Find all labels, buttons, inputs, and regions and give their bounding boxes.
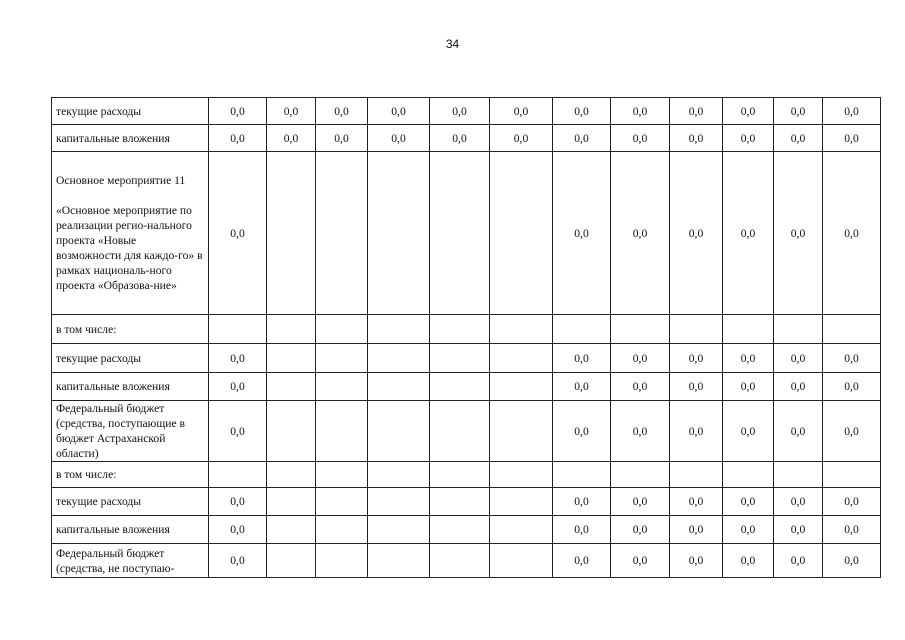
value-cell: 0,0 [823, 125, 881, 152]
value-cell: 0,0 [316, 98, 368, 125]
empty-cell [368, 315, 430, 344]
row-label: Федеральный бюджет (средства, не поступаю- [52, 544, 209, 578]
value-cell: 0,0 [209, 344, 267, 373]
empty-cell [430, 152, 490, 315]
empty-cell [316, 544, 368, 578]
value-cell: 0,0 [774, 373, 823, 401]
table-row [52, 544, 881, 578]
value-cell: 0,0 [774, 401, 823, 462]
empty-cell [316, 344, 368, 373]
value-cell: 0,0 [209, 544, 267, 578]
empty-cell [490, 152, 553, 315]
row-label: в том числе: [52, 315, 209, 344]
value-cell: 0,0 [209, 98, 267, 125]
row-label: в том числе: [52, 462, 209, 488]
table-row [52, 344, 881, 373]
empty-cell [267, 152, 316, 315]
empty-cell [430, 401, 490, 462]
empty-cell [611, 462, 670, 488]
empty-cell [490, 544, 553, 578]
value-cell: 0,0 [774, 488, 823, 516]
empty-cell [316, 373, 368, 401]
value-cell: 0,0 [368, 125, 430, 152]
row-label: текущие расходы [52, 98, 209, 125]
empty-cell [267, 516, 316, 544]
empty-cell [670, 315, 723, 344]
empty-cell [490, 488, 553, 516]
budget-table [51, 97, 881, 578]
value-cell: 0,0 [611, 401, 670, 462]
table-row [52, 373, 881, 401]
value-cell: 0,0 [209, 152, 267, 315]
value-cell: 0,0 [553, 401, 611, 462]
value-cell: 0,0 [611, 544, 670, 578]
row-label: текущие расходы [52, 344, 209, 373]
empty-cell [316, 315, 368, 344]
value-cell: 0,0 [553, 344, 611, 373]
value-cell: 0,0 [611, 344, 670, 373]
empty-cell [490, 373, 553, 401]
empty-cell [316, 516, 368, 544]
empty-cell [368, 373, 430, 401]
value-cell: 0,0 [670, 401, 723, 462]
value-cell: 0,0 [723, 544, 774, 578]
value-cell: 0,0 [670, 344, 723, 373]
empty-cell [490, 344, 553, 373]
table-row [52, 152, 881, 315]
empty-cell [723, 315, 774, 344]
empty-cell [316, 462, 368, 488]
empty-cell [553, 315, 611, 344]
empty-cell [430, 462, 490, 488]
value-cell: 0,0 [553, 544, 611, 578]
empty-cell [430, 516, 490, 544]
empty-cell [430, 544, 490, 578]
value-cell: 0,0 [723, 373, 774, 401]
value-cell: 0,0 [670, 544, 723, 578]
value-cell: 0,0 [823, 488, 881, 516]
empty-cell [368, 152, 430, 315]
empty-cell [316, 488, 368, 516]
value-cell: 0,0 [723, 125, 774, 152]
empty-cell [209, 462, 267, 488]
value-cell: 0,0 [774, 516, 823, 544]
value-cell: 0,0 [553, 488, 611, 516]
value-cell: 0,0 [670, 373, 723, 401]
value-cell: 0,0 [823, 544, 881, 578]
empty-cell [368, 401, 430, 462]
row-label [52, 152, 209, 315]
empty-cell [267, 488, 316, 516]
table-row [52, 462, 881, 488]
empty-cell [430, 344, 490, 373]
value-cell: 0,0 [611, 152, 670, 315]
empty-cell [368, 544, 430, 578]
empty-cell [774, 315, 823, 344]
empty-cell [316, 401, 368, 462]
empty-cell [430, 315, 490, 344]
empty-cell [723, 462, 774, 488]
value-cell: 0,0 [723, 401, 774, 462]
value-cell: 0,0 [209, 125, 267, 152]
value-cell: 0,0 [430, 98, 490, 125]
value-cell: 0,0 [267, 125, 316, 152]
value-cell: 0,0 [670, 152, 723, 315]
empty-cell [267, 315, 316, 344]
value-cell: 0,0 [553, 98, 611, 125]
empty-cell [368, 462, 430, 488]
value-cell: 0,0 [553, 516, 611, 544]
value-cell: 0,0 [670, 488, 723, 516]
value-cell: 0,0 [670, 98, 723, 125]
value-cell: 0,0 [209, 373, 267, 401]
empty-cell [267, 344, 316, 373]
value-cell: 0,0 [774, 125, 823, 152]
empty-cell [774, 462, 823, 488]
event-description: «Основное мероприятие по реализации регио-нального проекта «Новые возможности для каждо-го» в рамках националь-ного проекта «Образова-ние» [56, 204, 203, 292]
empty-cell [490, 462, 553, 488]
value-cell: 0,0 [670, 516, 723, 544]
value-cell: 0,0 [823, 516, 881, 544]
value-cell: 0,0 [723, 344, 774, 373]
value-cell: 0,0 [553, 125, 611, 152]
page-number: 34 [445, 37, 460, 51]
value-cell: 0,0 [723, 516, 774, 544]
value-cell: 0,0 [823, 98, 881, 125]
value-cell: 0,0 [823, 401, 881, 462]
value-cell: 0,0 [490, 98, 553, 125]
empty-cell [490, 401, 553, 462]
empty-cell [823, 462, 881, 488]
value-cell: 0,0 [611, 488, 670, 516]
event-title: Основное мероприятие 11 [56, 174, 186, 187]
table-row [52, 401, 881, 462]
value-cell: 0,0 [723, 152, 774, 315]
empty-cell [430, 373, 490, 401]
value-cell: 0,0 [611, 516, 670, 544]
value-cell: 0,0 [774, 544, 823, 578]
value-cell: 0,0 [723, 98, 774, 125]
row-label: капитальные вложения [52, 516, 209, 544]
value-cell: 0,0 [611, 125, 670, 152]
value-cell: 0,0 [823, 152, 881, 315]
empty-cell [316, 152, 368, 315]
value-cell: 0,0 [267, 98, 316, 125]
row-label: капитальные вложения [52, 373, 209, 401]
value-cell: 0,0 [553, 373, 611, 401]
empty-cell [267, 544, 316, 578]
value-cell: 0,0 [823, 344, 881, 373]
empty-cell [267, 373, 316, 401]
empty-cell [368, 344, 430, 373]
empty-cell [670, 462, 723, 488]
value-cell: 0,0 [316, 125, 368, 152]
row-label: капитальные вложения [52, 125, 209, 152]
table-row [52, 516, 881, 544]
empty-cell [490, 516, 553, 544]
empty-cell [267, 401, 316, 462]
value-cell: 0,0 [723, 488, 774, 516]
empty-cell [611, 315, 670, 344]
value-cell: 0,0 [209, 516, 267, 544]
empty-cell [368, 516, 430, 544]
value-cell: 0,0 [209, 401, 267, 462]
value-cell: 0,0 [670, 125, 723, 152]
value-cell: 0,0 [823, 373, 881, 401]
table-row [52, 125, 881, 152]
value-cell: 0,0 [611, 373, 670, 401]
empty-cell [490, 315, 553, 344]
table-row [52, 488, 881, 516]
value-cell: 0,0 [430, 125, 490, 152]
row-label: Федеральный бюджет (средства, поступающие в бюджет Астраханской области) [52, 401, 209, 462]
table-row [52, 98, 881, 125]
empty-cell [430, 488, 490, 516]
row-label: текущие расходы [52, 488, 209, 516]
table-row [52, 315, 881, 344]
value-cell: 0,0 [490, 125, 553, 152]
value-cell: 0,0 [368, 98, 430, 125]
value-cell: 0,0 [774, 344, 823, 373]
empty-cell [209, 315, 267, 344]
value-cell: 0,0 [209, 488, 267, 516]
empty-cell [823, 315, 881, 344]
value-cell: 0,0 [774, 98, 823, 125]
empty-cell [553, 462, 611, 488]
value-cell: 0,0 [774, 152, 823, 315]
empty-cell [267, 462, 316, 488]
value-cell: 0,0 [553, 152, 611, 315]
value-cell: 0,0 [611, 98, 670, 125]
empty-cell [368, 488, 430, 516]
